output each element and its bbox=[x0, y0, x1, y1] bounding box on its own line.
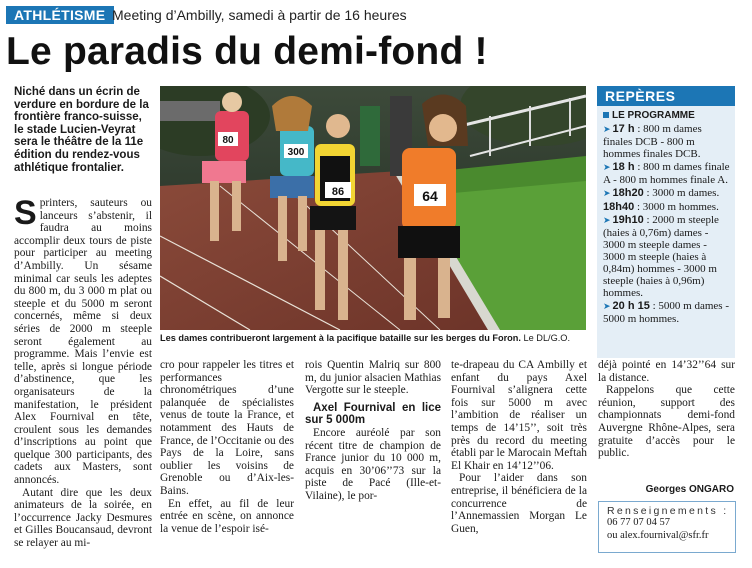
photo-credit: Le DL/G.O. bbox=[523, 333, 570, 343]
dropcap: S bbox=[14, 194, 37, 232]
arrow-icon: ➤ bbox=[603, 302, 611, 312]
kicker: Meeting d’Ambilly, samedi à partir de 16 heures bbox=[112, 7, 407, 23]
subhead: Axel Fournival en lice sur 5 000m bbox=[305, 401, 441, 427]
arrow-icon: ➤ bbox=[603, 216, 611, 226]
author-byline: Georges ONGARO bbox=[645, 484, 734, 495]
photo-caption bbox=[160, 333, 590, 344]
race-photo-illustration bbox=[160, 86, 586, 330]
program-list bbox=[597, 123, 735, 325]
arrow-icon: ➤ bbox=[603, 189, 611, 199]
col2-paragraph-2: En effet, au fil de leur entrée en scène, on annonce la venue de l’espoir isé- bbox=[160, 497, 294, 535]
lede: Niché dans un écrin de verdure en bordure de la frontière franco-suisse, le stade Lucien-Veyrat sera le théâtre de la 11e édition du rendez-vous athlétique frontalier. bbox=[14, 86, 149, 174]
article-column-3 bbox=[305, 359, 441, 503]
reperes-subtitle: LE PROGRAMME bbox=[597, 106, 735, 122]
bib-86: 86 bbox=[331, 186, 345, 198]
arrow-icon: ➤ bbox=[603, 163, 611, 173]
caption-text: Les dames contribueront largement à la pacifique bataille sur les berges du Foron. bbox=[160, 333, 521, 343]
arrow-icon: ➤ bbox=[603, 125, 611, 135]
rubric-tag: ATHLÉTISME bbox=[6, 6, 114, 24]
square-bullet-icon bbox=[603, 112, 609, 118]
info-phone[interactable]: 06 77 07 04 57 bbox=[607, 517, 670, 529]
info-email[interactable]: ou alex.fournival@sfr.fr bbox=[607, 529, 709, 541]
article-column-2 bbox=[160, 359, 294, 535]
bib-300: 300 bbox=[287, 147, 305, 158]
bib-64: 64 bbox=[422, 188, 438, 204]
col3-paragraph-1: rois Quentin Malriq sur 800 m, du junior alsacien Mathias Vergotte sur le steeple. bbox=[305, 359, 441, 397]
col4-paragraph-2: Pour l’aider dans son entreprise, il bénéficiera de la concurrence de l’Annemassien Morgan Le Guen, bbox=[451, 472, 587, 535]
article-column-1 bbox=[14, 194, 152, 550]
col1-paragraph-1: printers, sauteurs ou lanceurs s’abstenir, il faudra au moins accomplir deux tours de piste pour participer au meeting d’Ambilly. Un sésame minimal car seuls les adeptes du 800 m, du 3 000 m plat ou steeple et du 5000 m seront concernés, même si deux séries de 2000 m steeple seront également au programme. Mais l’envie est telle, après si longue période d’abstinence, que les organisateurs de la manifestation, le président Alex Fournival en tête, croulent sous les demandes d’inscriptions au point que quelque 300 participants, des cadets aux Masters, sont annoncés. bbox=[14, 197, 152, 487]
program-item: ➤ 18 h : 800 m dames finale A - 800 m hommes finale A. bbox=[603, 161, 730, 186]
col5-paragraph-1: déjà pointé en 14’32’’64 sur la distance. bbox=[598, 359, 735, 384]
program-item: ➤ 19h10 : 2000 m steeple (haies à 0,76m) dames - 3000 m steeple dames - 3000 m steeple (haies à 0,84m) hommes - 3000 m steeple (haies à 0,96m) hommes. bbox=[603, 214, 719, 299]
race-photo bbox=[160, 86, 586, 330]
col4-paragraph-1: te-drapeau du CA Ambilly et enfant du pays Axel Fournival s’alignera cette fois sur 5000 m avec l’ambition de réaliser un temps de 14’15’’, soit très près du record du meeting établi par le Marocain Meftah El Khair en 14’12’’06. bbox=[451, 359, 587, 472]
program-item: ➤ 18h20 : 3000 m dames. bbox=[603, 187, 720, 199]
col1-paragraph-2: Autant dire que les deux animateurs de la soirée, en l’occurrence Jacky Desmures et Gilles Boucansaud, devront se relayer au mi- bbox=[14, 486, 152, 550]
col3-paragraph-2: Encore auréolé par son récent titre de champion de France junior du 10 000 m, acquis en 30’06’’73 sur la piste de Pacé (Ille-et-Vilaine), le por- bbox=[305, 426, 441, 502]
col5-paragraph-2: Rappelons que cette réunion, support des championnats demi-fond Auvergne Rhône-Alpes, sera gratuite d’accès pour le public. bbox=[598, 384, 735, 460]
info-label: Renseignements : bbox=[607, 505, 729, 517]
reperes-box bbox=[597, 86, 735, 358]
reperes-title: REPÈRES bbox=[597, 86, 735, 106]
article-column-5 bbox=[598, 359, 735, 460]
program-item: 18h40 : 3000 m hommes. bbox=[603, 201, 719, 213]
headline: Le paradis du demi-fond ! bbox=[6, 30, 488, 73]
program-item: ➤ 17 h : 800 m dames finales DCB - 800 m hommes finales DCB. bbox=[603, 123, 702, 160]
col2-paragraph-1: cro pour rappeler les titres et performances chronométriques d’une palanquée de spécialistes venus de toute la France, et notamment des Hauts de France, de l’Occitanie ou des Pays de la Loire, sans oublier les voisins de Grenoble ou d’Aix-les-Bains. bbox=[160, 359, 294, 497]
bib-80: 80 bbox=[222, 135, 234, 146]
info-box bbox=[598, 501, 736, 553]
article-column-4 bbox=[451, 359, 587, 535]
program-item: ➤ 20 h 15 : 5000 m dames - 5000 m hommes. bbox=[603, 300, 729, 325]
